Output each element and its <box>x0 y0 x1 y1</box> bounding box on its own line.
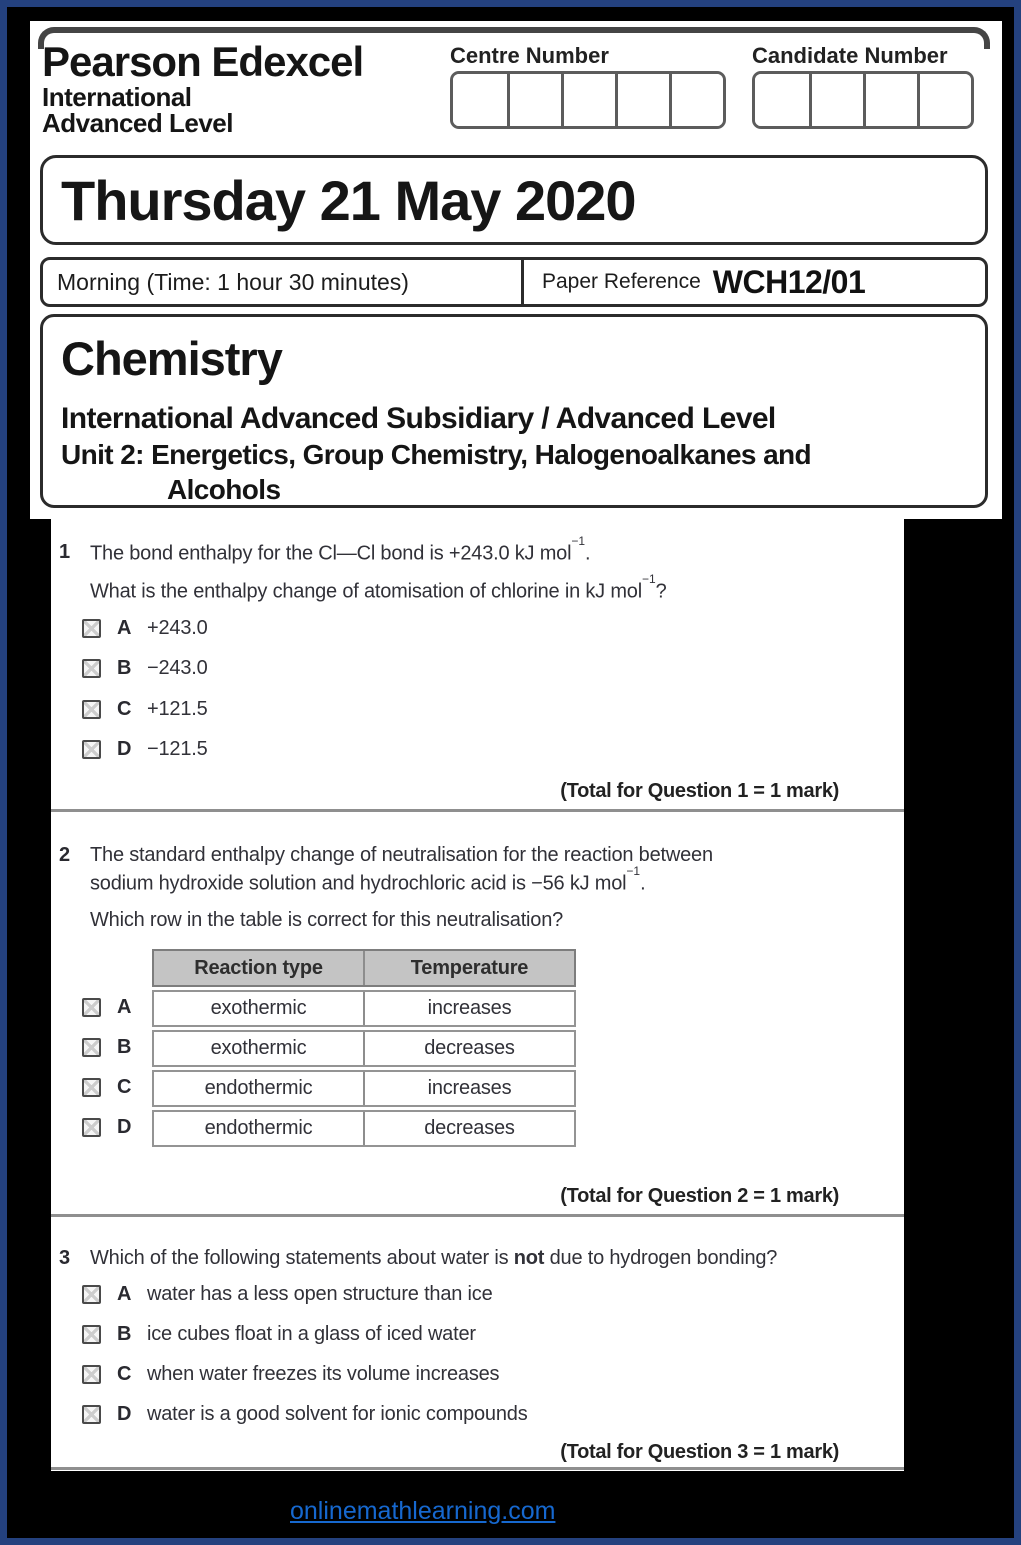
session-time: Morning (Time: 1 hour 30 minutes) <box>57 268 409 295</box>
question-2-prompt: Which row in the table is correct for this neutralisation? <box>90 909 564 931</box>
centre-number-cell[interactable] <box>507 74 561 126</box>
answer-checkbox-d[interactable] <box>82 740 101 759</box>
option-text: +121.5 <box>147 698 208 720</box>
paper-reference-value: WCH12/01 <box>712 263 866 300</box>
centre-number-boxes <box>450 71 726 129</box>
question-3-stem <box>90 1247 777 1270</box>
candidate-number-boxes <box>752 71 974 129</box>
centre-number-cell[interactable] <box>669 74 723 126</box>
candidate-number-cell[interactable] <box>917 74 971 126</box>
q2-option-a <box>82 996 147 1019</box>
paper-title-box <box>40 314 988 508</box>
q3-option-a <box>82 1283 493 1306</box>
table-header-reaction-type: Reaction type <box>194 956 323 979</box>
q2-stem-text: sodium hydroxide solution and hydrochloric acid is −56 kJ mol <box>90 872 627 895</box>
centre-number-label: Centre Number <box>450 43 609 68</box>
cell-temperature: increases <box>363 1072 574 1105</box>
q2-option-c <box>82 1076 147 1099</box>
qualification-title: International Advanced Subsidiary / Advanced Level <box>61 402 776 435</box>
paper-reference-label: Paper Reference <box>542 270 701 293</box>
question-1-stem-line2 <box>90 572 667 604</box>
centre-number-cell[interactable] <box>453 74 507 126</box>
q2-option-d <box>82 1116 147 1139</box>
session-box <box>40 257 988 307</box>
answer-checkbox-c[interactable] <box>82 1078 101 1097</box>
q2-total-marks: (Total for Question 2 = 1 mark) <box>560 1185 839 1207</box>
answer-checkbox-b[interactable] <box>82 1325 101 1344</box>
paper-header <box>30 21 1002 519</box>
option-text: water has a less open structure than ice <box>147 1283 493 1305</box>
candidate-number-cell[interactable] <box>755 74 809 126</box>
table-header-temperature: Temperature <box>363 951 574 985</box>
footer-website-link[interactable]: onlinemathlearning.com <box>290 1497 556 1525</box>
question-2-stem-line1: The standard enthalpy change of neutralisation for the reaction between <box>90 844 713 866</box>
option-letter: D <box>117 738 132 760</box>
q1-stem1-tail: . <box>585 542 591 565</box>
q1-stem2-text: What is the enthalpy change of atomisation of chlorine in kJ mol <box>90 580 642 603</box>
brand-sub1: International <box>42 81 192 112</box>
question-1-stem-line1 <box>90 534 591 566</box>
question-2-stem-line2 <box>90 864 646 896</box>
answer-checkbox-a[interactable] <box>82 619 101 638</box>
question-divider <box>51 1467 904 1470</box>
q1-option-d <box>82 738 208 761</box>
option-text: water is a good solvent for ionic compounds <box>147 1403 528 1425</box>
question-divider <box>51 809 904 812</box>
option-text: −121.5 <box>147 738 208 760</box>
cell-temperature: increases <box>363 992 574 1025</box>
candidate-number-cell[interactable] <box>863 74 917 126</box>
table-row <box>152 1110 576 1147</box>
option-letter: A <box>117 1283 132 1305</box>
question-divider <box>51 1214 904 1217</box>
cell-reaction-type: endothermic <box>204 1077 313 1099</box>
q2-answer-table <box>152 949 576 1147</box>
option-text: −243.0 <box>147 657 208 679</box>
q2-stem-superscript: −1 <box>626 864 641 878</box>
q2-stem-tail: . <box>640 872 646 895</box>
answer-checkbox-b[interactable] <box>82 659 101 678</box>
exam-date-box <box>40 155 988 245</box>
cell-reaction-type: exothermic <box>210 997 307 1019</box>
option-text: +243.0 <box>147 617 208 639</box>
option-letter: B <box>117 1323 132 1345</box>
q1-stem1-superscript: −1 <box>571 534 586 548</box>
brand-sub2: Advanced Level <box>42 108 233 139</box>
answer-checkbox-d[interactable] <box>82 1405 101 1424</box>
centre-number-cell[interactable] <box>561 74 615 126</box>
option-text: when water freezes its volume increases <box>147 1363 500 1385</box>
option-letter: B <box>117 1036 132 1058</box>
exam-date: Thursday 21 May 2020 <box>61 168 636 232</box>
table-row <box>152 990 576 1027</box>
question-2-number: 2 <box>59 844 71 866</box>
q1-option-c <box>82 698 208 721</box>
q3-option-b <box>82 1323 476 1346</box>
option-letter: A <box>117 996 132 1018</box>
q3-stem-pre: Which of the following statements about water is <box>90 1247 514 1269</box>
q1-stem2-superscript: −1 <box>641 572 656 586</box>
table-row <box>152 1030 576 1067</box>
q3-stem-post: due to hydrogen bonding? <box>544 1247 778 1269</box>
option-letter: D <box>117 1403 132 1425</box>
option-letter: D <box>117 1116 132 1138</box>
cell-reaction-type: endothermic <box>204 1117 313 1139</box>
answer-checkbox-b[interactable] <box>82 1038 101 1057</box>
option-letter: A <box>117 617 132 639</box>
q1-option-b <box>82 657 208 680</box>
unit-title-line2: Alcohols <box>167 474 281 505</box>
table-row <box>152 1070 576 1107</box>
answer-checkbox-a[interactable] <box>82 998 101 1017</box>
answer-checkbox-c[interactable] <box>82 1365 101 1384</box>
answer-checkbox-c[interactable] <box>82 700 101 719</box>
option-letter: C <box>117 1363 132 1385</box>
q1-stem2-tail: ? <box>655 580 667 603</box>
cell-reaction-type: exothermic <box>210 1037 307 1059</box>
q3-option-d <box>82 1403 528 1426</box>
candidate-number-label: Candidate Number <box>752 43 948 68</box>
q1-total-marks: (Total for Question 1 = 1 mark) <box>560 780 839 802</box>
option-text: ice cubes float in a glass of iced water <box>147 1323 476 1345</box>
q3-total-marks: (Total for Question 3 = 1 mark) <box>560 1441 839 1463</box>
question-page <box>51 519 904 1471</box>
question-3-number: 3 <box>59 1247 71 1269</box>
candidate-number-cell[interactable] <box>809 74 863 126</box>
question-1-number: 1 <box>59 541 71 563</box>
q2-option-b <box>82 1036 147 1059</box>
brand-name: Pearson Edexcel <box>42 38 364 85</box>
cell-temperature: decreases <box>363 1032 574 1065</box>
answer-checkbox-a[interactable] <box>82 1285 101 1304</box>
q3-stem-bold-word: not <box>513 1247 545 1269</box>
answer-checkbox-d[interactable] <box>82 1118 101 1137</box>
q1-stem1-text: The bond enthalpy for the Cl—Cl bond is +243.0 kJ mol <box>90 542 572 565</box>
option-letter: C <box>117 1076 132 1098</box>
brand-logo <box>42 38 364 139</box>
paper-reference-cell <box>521 260 985 304</box>
cell-temperature: decreases <box>363 1112 574 1145</box>
unit-title-line1: Unit 2: Energetics, Group Chemistry, Halogenoalkanes and <box>61 439 812 470</box>
centre-number-cell[interactable] <box>615 74 669 126</box>
table-header-row <box>152 949 576 987</box>
q3-option-c <box>82 1363 499 1386</box>
option-letter: B <box>117 657 132 679</box>
subject-title: Chemistry <box>61 332 282 385</box>
q1-option-a <box>82 617 208 640</box>
option-letter: C <box>117 698 132 720</box>
